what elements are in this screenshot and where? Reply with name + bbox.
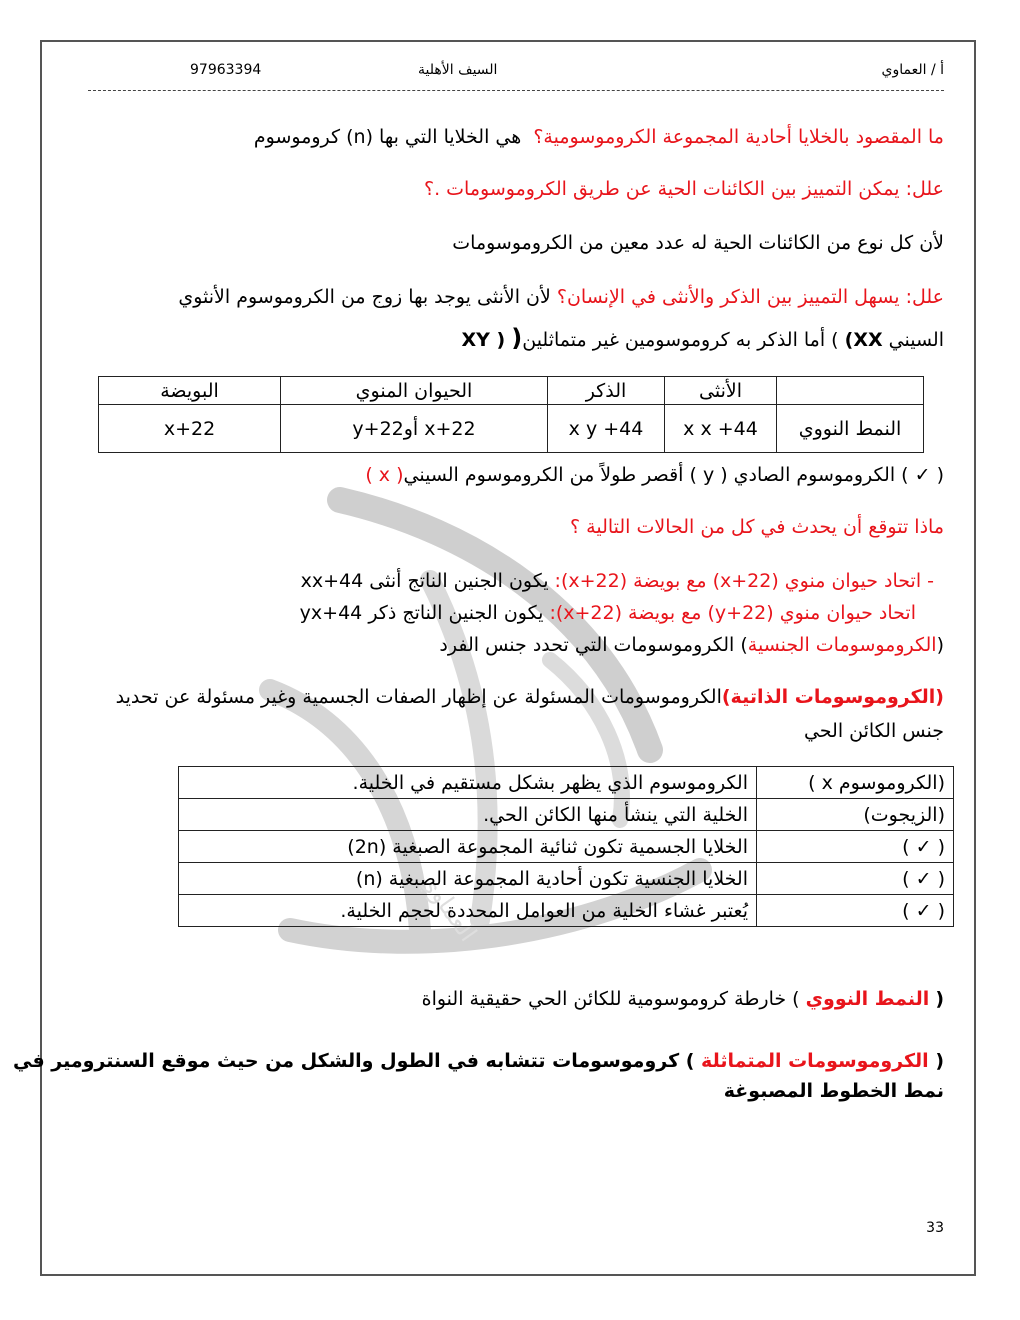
karyotype-cell-male: x y +44	[548, 405, 665, 453]
auto-chrom-term: (الكروموسومات الذاتية)	[721, 686, 944, 708]
sex-chrom-definition: ) الكروموسومات التي تحدد جنس الفرد	[439, 634, 748, 656]
q4-case2-formula: yx+44	[299, 602, 363, 624]
sex-chrom-line	[439, 632, 944, 658]
karyotype-data-row	[99, 405, 924, 453]
karyotype-cell-sperm: x+22 أوy+22	[281, 405, 548, 453]
auto-chrom-line2: جنس الكائن الحي	[803, 720, 944, 742]
q3-open-paren: (	[511, 324, 523, 352]
header-divider	[88, 90, 944, 91]
q4-case1	[301, 568, 934, 594]
homologous-text1: ) كروموسومات تتشابه في الطول والشكل من حيث موقع السنترومير في	[12, 1050, 695, 1072]
answers-row	[179, 863, 954, 895]
answers-row	[179, 895, 954, 927]
watermark-text: العماوي	[415, 867, 483, 947]
answers-mark: (الزيجوت)	[757, 799, 954, 831]
karyotype-def-line	[422, 986, 944, 1012]
auto-chrom-line1	[116, 684, 944, 710]
q4-case2-result: يكون الجنين الناتج ذكر	[368, 602, 544, 624]
q3-question: علل: يسهل التمييز بين الذكر والأنثى في الإنسان؟	[556, 286, 944, 308]
answers-row	[179, 767, 954, 799]
sex-chrom-open: (	[936, 634, 944, 656]
page-number: 33	[926, 1220, 944, 1236]
q4-case1-formula: xx+44	[300, 570, 364, 592]
q3-line1	[178, 284, 944, 310]
q1-answer-b: كروموسوم	[253, 126, 341, 148]
answers-statement: يُعتبر غشاء الخلية من العوامل المحددة لحجم الخلية.	[179, 895, 757, 927]
answers-mark: (الكروموسوم x )	[757, 767, 954, 799]
answers-table	[178, 766, 954, 927]
homologous-open: (	[935, 1050, 944, 1072]
q4-case1-text: - اتحاد حيوان منوي (x+22) مع بويضة (x+22):	[554, 570, 934, 592]
q3-female-symbol: (XX	[844, 329, 883, 351]
karyotype-header-male: الذكر	[548, 377, 665, 405]
karyotype-def-open: (	[935, 988, 944, 1010]
answers-statement: الخلية التي ينشأ منها الكائن الحي.	[179, 799, 757, 831]
answers-mark: ( ✓ )	[757, 895, 954, 927]
tf1-open: (	[936, 464, 944, 486]
karyotype-row-label: النمط النووي	[777, 405, 924, 453]
answers-row	[179, 831, 954, 863]
q2-question: علل: يمكن التمييز بين الكائنات الحية عن طريق الكروموسومات .؟	[424, 178, 944, 200]
answers-row	[179, 799, 954, 831]
q3-answer-line2-a: السيني	[888, 329, 944, 351]
q1-line	[254, 124, 944, 150]
karyotype-header-egg: البويضة	[99, 377, 281, 405]
homologous-term: الكروموسومات المتماثلة	[701, 1050, 929, 1072]
q1-symbol: (n)	[346, 126, 373, 148]
karyotype-header-blank	[777, 377, 924, 405]
tf1-line	[365, 462, 944, 488]
answers-statement: الخلايا الجنسية تكون أحادية المجموعة الصبغية (n)	[179, 863, 757, 895]
tf1-text: ) الكروموسوم الصادي ( y ) أقصر طولاً من الكروموسوم السيني	[403, 464, 909, 486]
karyotype-header-sperm: الحيوان المنوي	[281, 377, 548, 405]
karyotype-cell-egg: x+22	[99, 405, 281, 453]
q4-case2	[300, 600, 916, 626]
karyotype-def-definition: ) خارطة كروموسومية للكائن الحي حقيقية النواة	[421, 988, 800, 1010]
auto-chrom-text1: الكروموسومات المسئولة عن إظهار الصفات الجسمية وغير مسئولة عن تحديد	[115, 686, 722, 708]
answers-statement: الخلايا الجسمية تكون ثنائية المجموعة الصبغية (2n)	[179, 831, 757, 863]
karyotype-cell-female: x x +44	[665, 405, 777, 453]
karyotype-header-row	[99, 377, 924, 405]
q3-answer-line2-b: ) أما الذكر به كروموسومين غير متماثلين	[522, 329, 839, 351]
karyotype-header-female: الأنثى	[665, 377, 777, 405]
q3-answer-line1: لأن الأنثى يوجد بها زوج من الكروموسوم الأنثوي	[178, 286, 551, 308]
q3-male-symbol: XY )	[461, 329, 506, 351]
header-phone: 97963394	[190, 62, 262, 78]
homologous-line1	[13, 1048, 944, 1074]
sex-chrom-term: الكروموسومات الجنسية	[747, 634, 937, 656]
answers-mark: ( ✓ )	[757, 831, 954, 863]
q3-line2	[462, 325, 945, 353]
q4-case1-result: يكون الجنين الناتج أنثى	[369, 570, 549, 592]
header-school: السيف الأهلية	[418, 62, 498, 78]
check-icon: ✓	[914, 464, 931, 486]
q4-question: ماذا تتوقع أن يحدث في كل من الحالات التالية ؟	[570, 516, 944, 538]
karyotype-table	[98, 376, 924, 453]
answers-statement: الكروموسوم الذي يظهر بشكل مستقيم في الخلية.	[179, 767, 757, 799]
header-author: أ / العماوي	[881, 62, 944, 78]
homologous-line2: نمط الخطوط المصبوغة	[723, 1080, 944, 1102]
tf1-x-mark: ( x )	[365, 464, 404, 486]
q2-answer: لأن كل نوع من الكائنات الحية له عدد معين من الكروموسومات	[452, 232, 944, 254]
q1-answer-a: هي الخلايا التي بها	[379, 126, 522, 148]
q4-case2-text: اتحاد حيوان منوي (y+22) مع بويضة (x+22):	[549, 602, 916, 624]
q1-question: ما المقصود بالخلايا أحادية المجموعة الكروموسومية؟	[533, 126, 944, 148]
karyotype-def-term: النمط النووي	[805, 988, 930, 1010]
answers-mark: ( ✓ )	[757, 863, 954, 895]
